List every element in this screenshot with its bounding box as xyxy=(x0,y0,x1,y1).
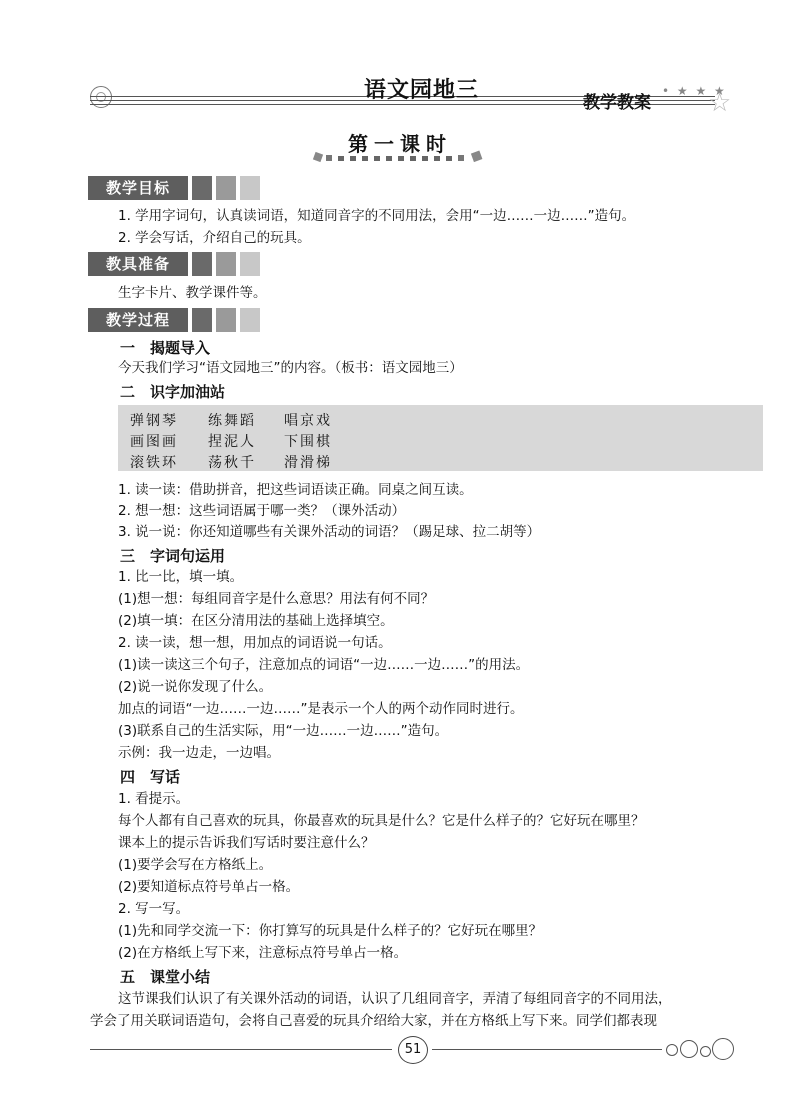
lesson-title-decoration xyxy=(312,150,488,164)
word: 弹钢琴 xyxy=(130,413,178,429)
part4-line: 1. 看提示。 xyxy=(118,791,190,807)
page-header-title: 语文园地三 xyxy=(364,78,480,103)
word: 下围棋 xyxy=(284,434,332,450)
part4-line: 2. 写一写。 xyxy=(118,901,190,917)
prep-text: 生字卡片、教学课件等。 xyxy=(118,285,267,301)
part5-line: 学会了用关联词语造句，会将自己喜爱的玩具介绍给大家，并在方格纸上写下来。同学们都表现 xyxy=(90,1013,657,1029)
part4-line: (1)先和同学交流一下：你打算写的玩具是什么样子的？它好玩在哪里？ xyxy=(118,923,543,939)
word: 唱京戏 xyxy=(284,413,332,429)
word: 捏泥人 xyxy=(208,434,256,450)
footer-rule-right xyxy=(432,1049,662,1050)
part5-heading: 五 课堂小结 xyxy=(120,968,211,986)
word: 滚铁环 xyxy=(130,455,178,471)
part2-line: 2. 想一想：这些词语属于哪一类？（课外活动） xyxy=(118,503,406,519)
part5-line: 这节课我们认识了有关课外活动的词语，认识了几组同音字，弄清了每组同音字的不同用法， xyxy=(118,991,672,1007)
page-number: 51 xyxy=(398,1036,428,1064)
part1-line: 今天我们学习“语文园地三”的内容。（板书：语文园地三） xyxy=(118,360,463,376)
part1-heading: 一 揭题导入 xyxy=(120,339,211,357)
part2-heading: 二 识字加油站 xyxy=(120,383,226,401)
part2-line: 1. 读一读：借助拼音，把这些词语读正确。同桌之间互读。 xyxy=(118,482,473,498)
part3-line: 示例：我一边走，一边唱。 xyxy=(118,745,280,761)
footer-rule-left xyxy=(90,1049,392,1050)
part3-line: 2. 读一读，想一想，用加点的词语说一句话。 xyxy=(118,635,392,651)
header-dots-decoration: • ★ ★ ★ xyxy=(662,84,727,98)
section-label: 教学目标 xyxy=(88,176,188,200)
star-icon: ☆ xyxy=(708,88,732,118)
part4-line: (2)要知道标点符号单占一格。 xyxy=(118,879,300,895)
part4-heading: 四 写话 xyxy=(120,768,181,786)
part4-line: (2)在方格纸上写下来，注意标点符号单占一格。 xyxy=(118,945,408,961)
part4-line: (1)要学会写在方格纸上。 xyxy=(118,857,273,873)
word: 滑滑梯 xyxy=(284,455,332,471)
lesson-title: 第一课时 xyxy=(348,132,452,156)
goal-line-1: 1. 学用字词句，认真读词语，知道同音字的不同用法，会用“一边……一边……”造句。 xyxy=(118,208,636,224)
part3-line: 加点的词语“一边……一边……”是表示一个人的两个动作同时进行。 xyxy=(118,701,524,717)
part3-line: (1)想一想：每组同音字是什么意思？用法有何不同？ xyxy=(118,591,435,607)
part3-line: (2)说一说你发现了什么。 xyxy=(118,679,273,695)
word: 练舞蹈 xyxy=(208,413,256,429)
section-label: 教学过程 xyxy=(88,308,188,332)
part3-line: (2)填一填：在区分清用法的基础上选择填空。 xyxy=(118,613,394,629)
part4-line: 课本上的提示告诉我们写话时要注意什么？ xyxy=(118,835,375,851)
part3-line: (3)联系自己的生活实际，用“一边……一边……”造句。 xyxy=(118,723,449,739)
word: 画图画 xyxy=(130,434,178,450)
part3-heading: 三 字词句运用 xyxy=(120,547,226,565)
section-label: 教具准备 xyxy=(88,252,188,276)
part3-line: 1. 比一比，填一填。 xyxy=(118,569,244,585)
part4-line: 每个人都有自己喜欢的玩具，你最喜欢的玩具是什么？它是什么样子的？它好玩在哪里？ xyxy=(118,813,645,829)
part2-line: 3. 说一说：你还知道哪些有关课外活动的词语？（踢足球、拉二胡等） xyxy=(118,524,541,540)
page-header-tag: 教学教案 xyxy=(583,93,651,113)
goal-line-2: 2. 学会写话，介绍自己的玩具。 xyxy=(118,230,311,246)
part3-line: (1)读一读这三个句子，注意加点的词语“一边……一边……”的用法。 xyxy=(118,657,530,673)
word: 荡秋千 xyxy=(208,455,256,471)
